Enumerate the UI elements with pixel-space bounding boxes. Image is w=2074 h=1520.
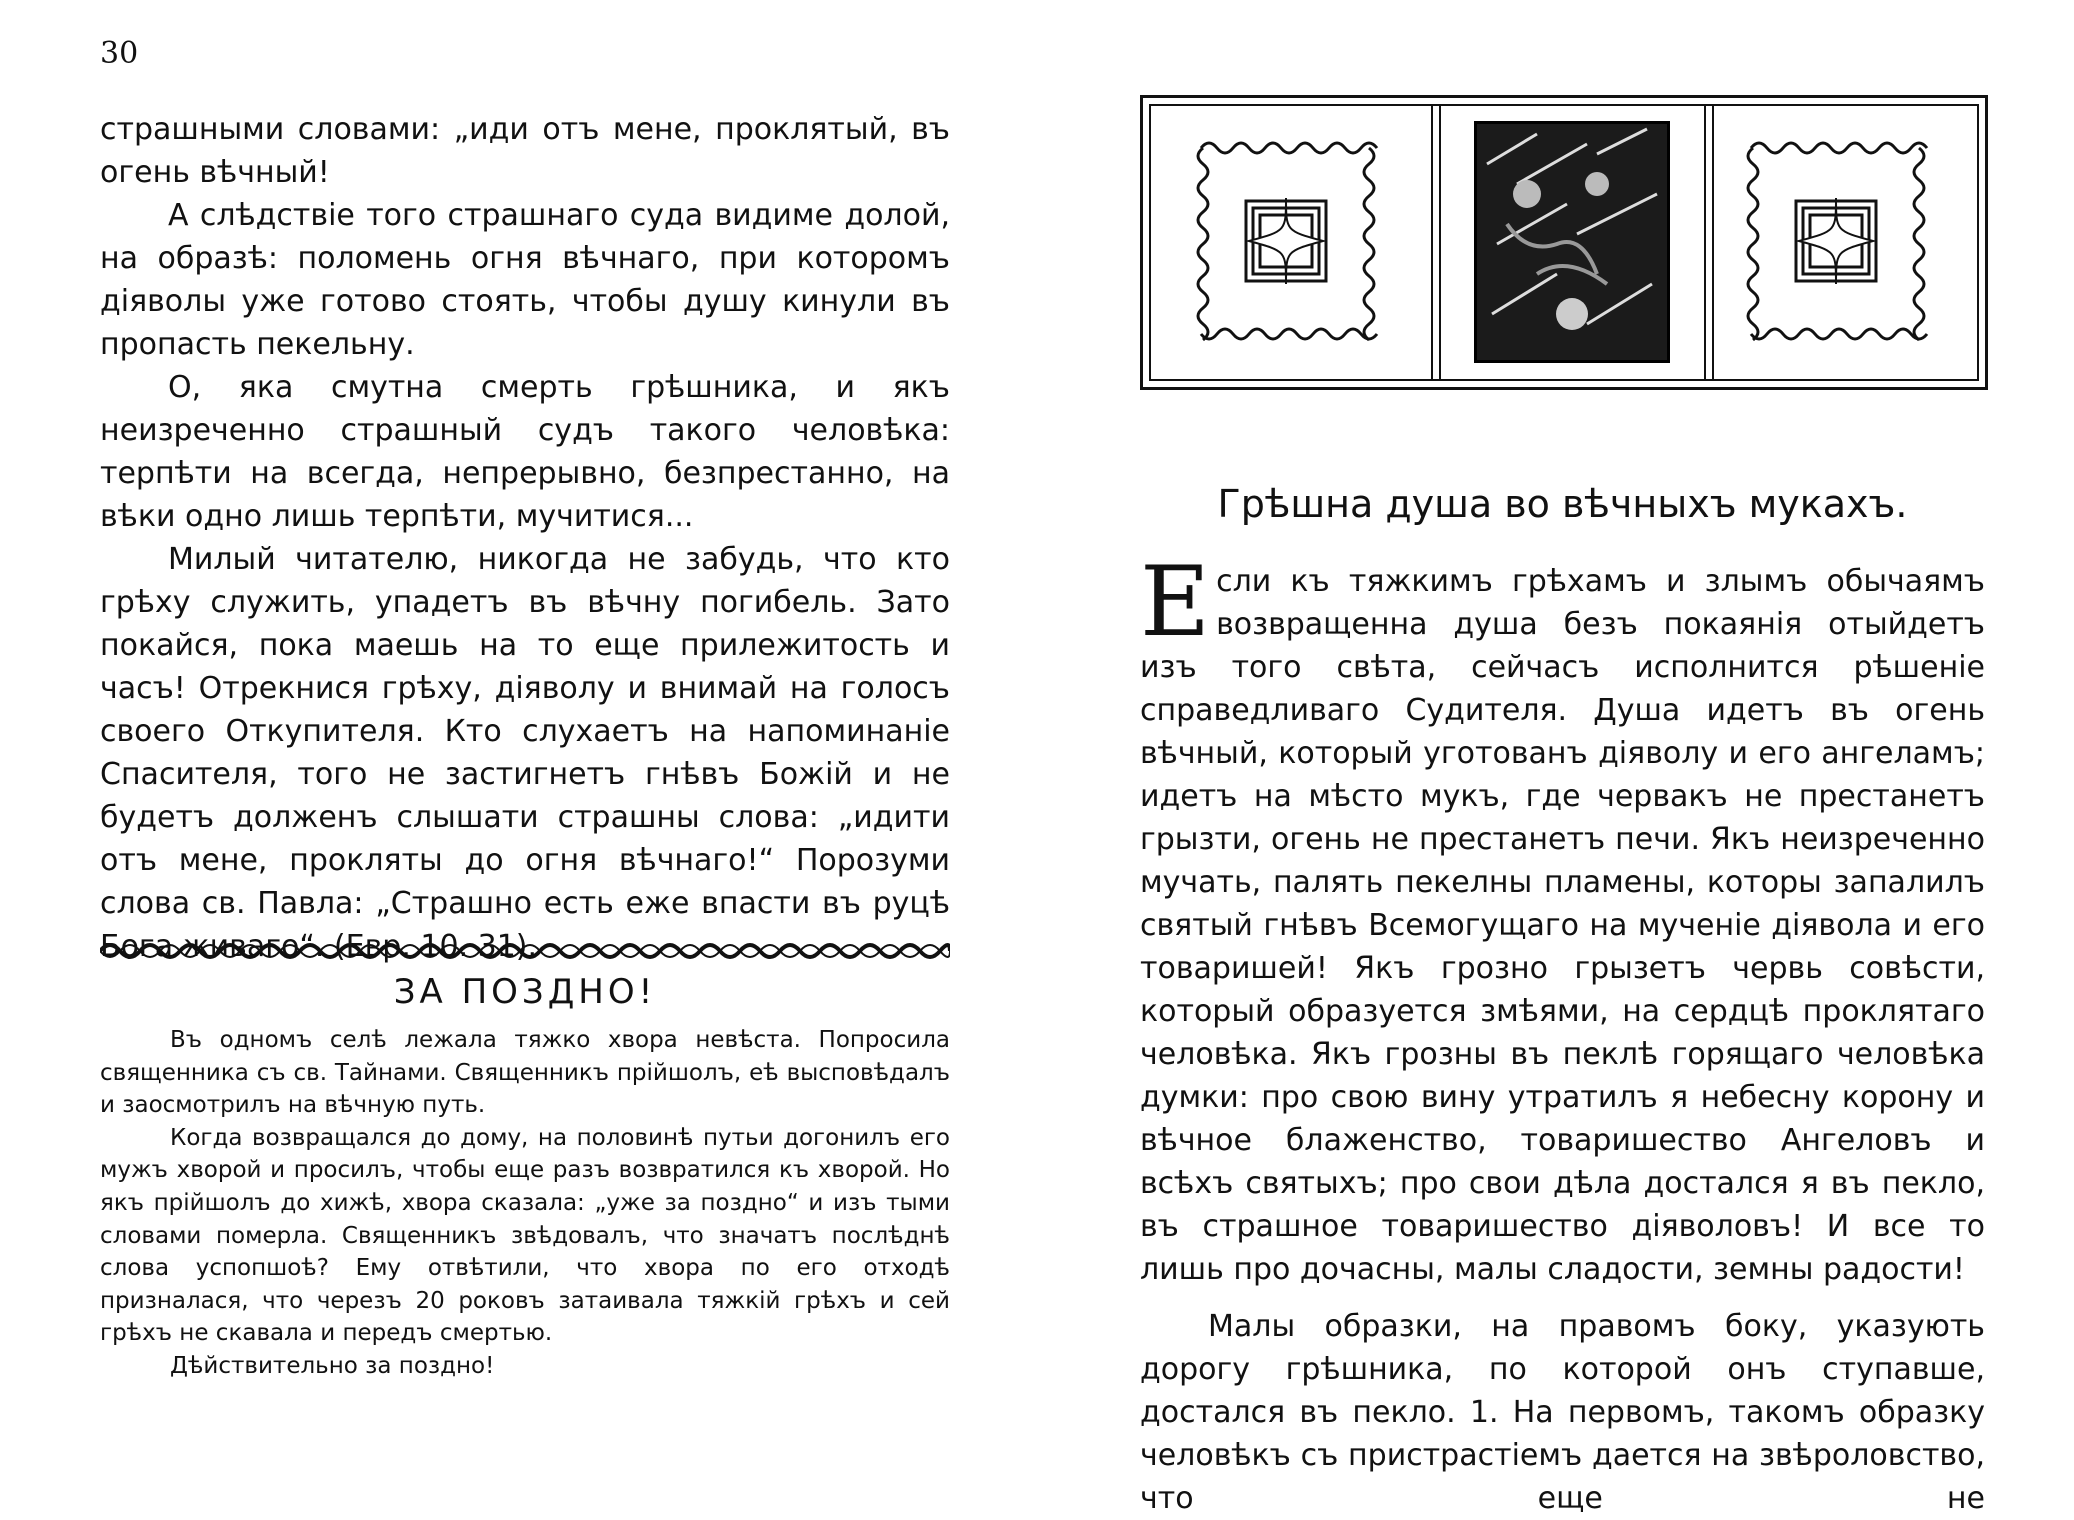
paragraph-body: сли къ тяжкимъ грѣхамъ и злымъ обычаямъ возвращенна душа безъ покаянія отыйдетъ изъ того свѣта, сейчасъ исполнится рѣшеніе справедливаго Судителя. Душа идетъ въ огень вѣчный, который уготованъ діяволу и его ангеламъ; идетъ на мѣсто мукъ, где червакъ не престанетъ грызти, огень не престанетъ печи. Якъ неизреченно мучать, палять пекелны пламены, которы запалилъ святый гнѣвъ Всемогущаго на мученіе діявола и его товаришей! Якъ грозно грызетъ червь совѣсти, который образуется змѣями, на сердцѣ проклятаго человѣка. Якъ грозны въ пеклѣ горящаго человѣка думки: про свою вину утратилъ я небесну корону и вѣчное блаженство, товаришество Ангеловъ и всѣхъ святыхъ; про свои дѣла достался я въ пекло, въ страшное товаришество діяволовъ! И все то лишь про дочасны, малы сладости, земны радости! bbox=[1140, 564, 1985, 1287]
ornamental-divider bbox=[100, 936, 950, 966]
paragraph: страшными словами: „иди отъ мене, проклятый, въ огень вѣчный! bbox=[100, 112, 950, 190]
page-number: 30 bbox=[100, 36, 139, 71]
paragraph: Когда возвращался до дому, на половинѣ путьи догонилъ его мужъ хворой и просилъ, чтобы еще разъ возвратился къ хворой. Но якъ прійшолъ до хижѣ, хвора сказала: „уже за поздно“ и изъ тыми словами померла. Священникъ звѣдовалъ, что значатъ послѣднѣ слова успопшоѣ? Ему отвѣтили, что хвора по его отходѣ призналася, что черезъ 20 роковъ затаивала тяжкій грѣхъ и сей грѣхъ не скавала и передъ смертью. bbox=[100, 1124, 950, 1347]
illustration-banner bbox=[1140, 95, 1988, 390]
paragraph: О, яка смутна смерть грѣшника, и якъ неизреченно страшный судъ такого человѣка: терпѣти на всегда, непрерывно, безпрестанно, на вѣки одно лишь терпѣти, мучитися... bbox=[100, 370, 950, 534]
short-story bbox=[100, 1024, 950, 1383]
right-column-text bbox=[1140, 546, 1985, 1520]
paragraph: Въ одномъ селѣ лежала тяжко хвора невѣста. Попросила священника съ св. Тайнами. Священникъ прійшолъ, еѣ высповѣдалъ и заосмотрилъ на вѣчную путь. bbox=[100, 1027, 950, 1119]
ornamental-frame-icon bbox=[1191, 136, 1381, 346]
panel-divider bbox=[1431, 106, 1433, 379]
section-title: ЗА ПОЗДНО! bbox=[393, 972, 657, 1012]
paragraph: Дѣйствительно за поздно! bbox=[170, 1352, 495, 1379]
panel-divider bbox=[1439, 106, 1441, 379]
drop-cap: Е bbox=[1140, 546, 1211, 658]
paragraph: Милый читателю, никогда не забудь, что кто грѣху служить, упадетъ въ вѣчну погибель. Зато покайся, пока маешь на то еще прилежитость и часъ! Отрекнися грѣху, діяволу и внимай на голосъ своего Откупителя. Кто слухаетъ на напоминаніе Спасителя, того не застигнетъ гнѣвъ Божій и не будетъ долженъ слышати страшны слова: „идити отъ мене, прокляты до огня вѣчнаго!“ Порозуми слова св. Павла: „Страшно есть еже впасти въ руцѣ Бога живаго“. (Евр. 10. 31). bbox=[100, 542, 950, 964]
ornamental-frame-icon bbox=[1741, 136, 1931, 346]
panel-divider bbox=[1712, 106, 1714, 379]
chapter-title: Грѣшна душа во вѣчныхъ мукахъ. bbox=[1217, 482, 1908, 526]
panel-divider bbox=[1704, 106, 1706, 379]
paragraph: Малы образки, на правомъ боку, указують дорогу грѣшника, по которой онъ ступавше, достался въ пекло. 1. На первомъ, такомъ образку человѣкъ съ пристрастіемъ дается на звѣроловство, что еще не bbox=[1140, 1309, 1985, 1516]
left-column-text bbox=[100, 108, 950, 968]
paragraph bbox=[1140, 546, 1985, 1291]
woodcut-illustration-icon bbox=[1474, 121, 1670, 363]
paragraph: А слѣдствіе того страшнаго суда видиме долой, на образѣ: поломень огня вѣчнаго, при которомъ діяволы уже готово стоять, чтобы душу кинули въ пропасть пекельну. bbox=[100, 198, 950, 362]
